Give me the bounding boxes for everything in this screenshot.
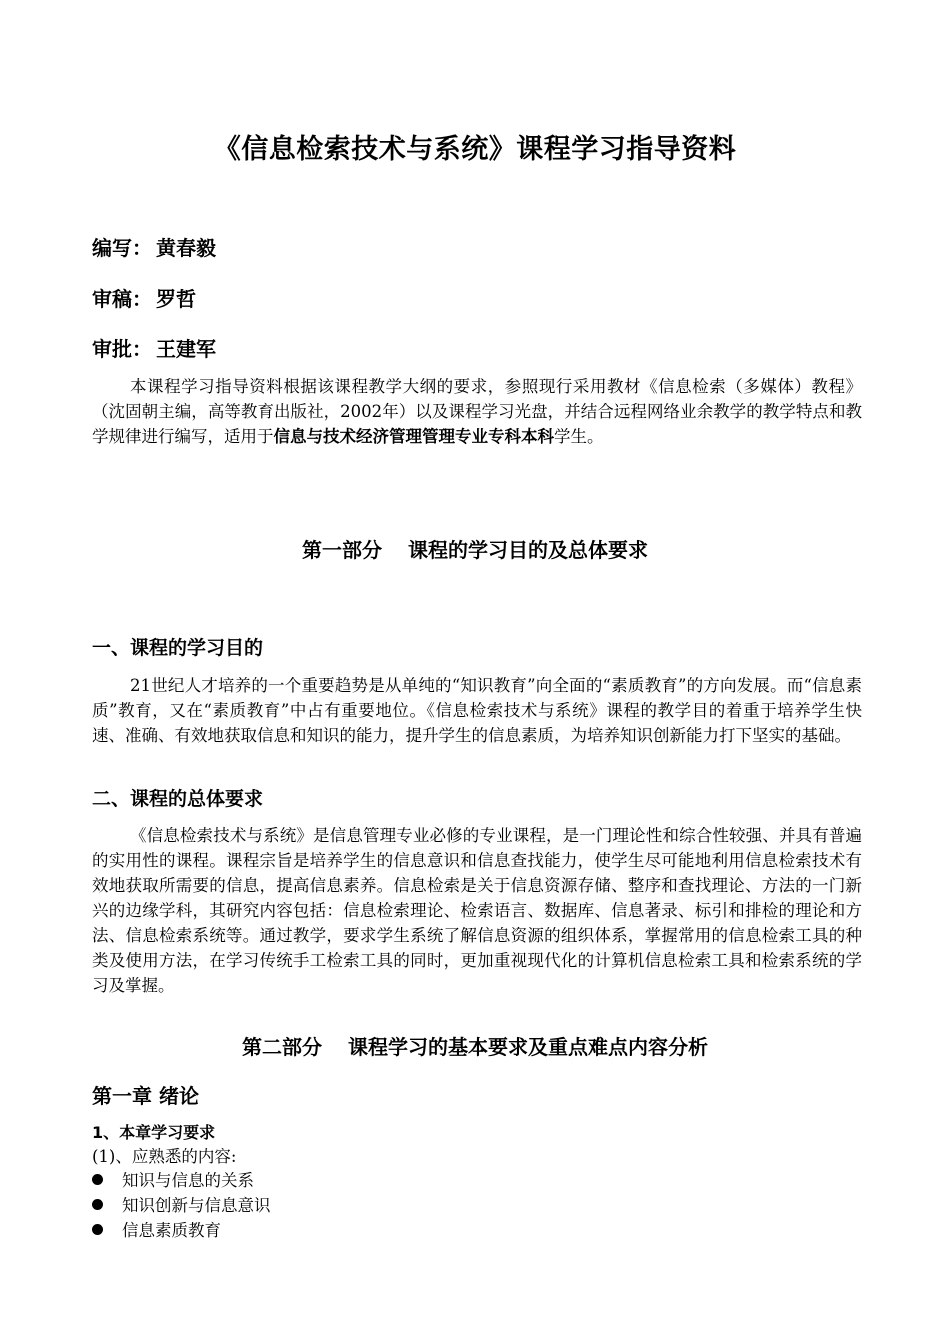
part-label: 第一部分 (302, 538, 382, 562)
list-item (92, 1169, 254, 1193)
credit-approver (92, 334, 216, 364)
bullet-icon (92, 1224, 103, 1235)
part-label: 第二部分 (242, 1035, 322, 1059)
credit-label: 审批： (92, 337, 152, 361)
credit-value: 黄春毅 (156, 236, 216, 260)
section-heading-requirements: 二、课程的总体要求 (92, 788, 264, 810)
part-one-heading (0, 535, 950, 565)
chapter-heading: 第一章 绪论 (92, 1084, 199, 1108)
intro-target-majors: 信息与技术经济管理管理专业专科本科 (273, 427, 554, 446)
list-item (92, 1219, 221, 1243)
list-item (92, 1194, 271, 1218)
requirements-paragraph: 《信息检索技术与系统》是信息管理专业必修的专业课程，是一门理论性和综合性较强、并具有普遍的实用性的课程。课程宗旨是培养学生的信息意识和信息查找能力，使学生尽可能地利用信息检索技术有效地获取所需要的信息，提高信息素养。信息检索是关于信息资源存储、整序和查找理论、方法的一门新兴的边缘学科，其研究内容包括：信息检索理论、检索语言、数据库、信息著录、标引和排检的理论和方法、信息检索系统等。通过教学，要求学生系统了解信息资源的组织体系，掌握常用的信息检索工具的种类及使用方法，在学习传统手工检索工具的同时，更加重视现代化的计算机信息检索工具和检索系统的学习及掌握。 (92, 826, 862, 995)
list-item-text: 信息素质教育 (122, 1221, 221, 1240)
credit-value: 王建军 (156, 337, 216, 361)
credit-label: 审稿： (92, 287, 152, 311)
list-item-text: 知识创新与信息意识 (122, 1196, 271, 1215)
part-two-heading (0, 1032, 950, 1062)
intro-paragraph (92, 374, 862, 449)
familiar-content-label: (1)、应熟悉的内容: (92, 1147, 237, 1166)
chapter-subheading: 1、本章学习要求 (92, 1123, 216, 1142)
list-item-text: 知识与信息的关系 (122, 1171, 254, 1190)
intro-text: 本课程学习指导资料根据该课程教学大纲的要求，参照现行采用教材《信息检索（多媒体）教程》（沈固朝主编，高等教育出版社，2002年）以及课程学习光盘，并结合远程网络业余教学的教学特点和教学规律进行编写，适用于 (92, 377, 862, 446)
section-heading-objectives: 一、课程的学习目的 (92, 637, 264, 659)
credit-author (92, 233, 216, 263)
part-title: 课程的学习目的及总体要求 (408, 538, 648, 562)
credit-label: 编写： (92, 236, 152, 260)
bullet-icon (92, 1199, 103, 1210)
intro-text-end: 学生。 (554, 427, 604, 446)
credit-value: 罗哲 (156, 287, 196, 311)
document-title: 《信息检索技术与系统》课程学习指导资料 (213, 134, 737, 165)
objectives-paragraph: 21世纪人才培养的一个重要趋势是从单纯的“知识教育”向全面的“素质教育”的方向发展。而“信息素质”教育，又在“素质教育”中占有重要地位。《信息检索技术与系统》课程的教学目的着重于培养学生快速、准确、有效地获取信息和知识的能力，提升学生的信息素质，为培养知识创新能力打下坚实的基础。 (92, 676, 862, 745)
part-title: 课程学习的基本要求及重点难点内容分析 (348, 1035, 708, 1059)
credit-reviewer (92, 284, 196, 314)
bullet-icon (92, 1174, 103, 1185)
